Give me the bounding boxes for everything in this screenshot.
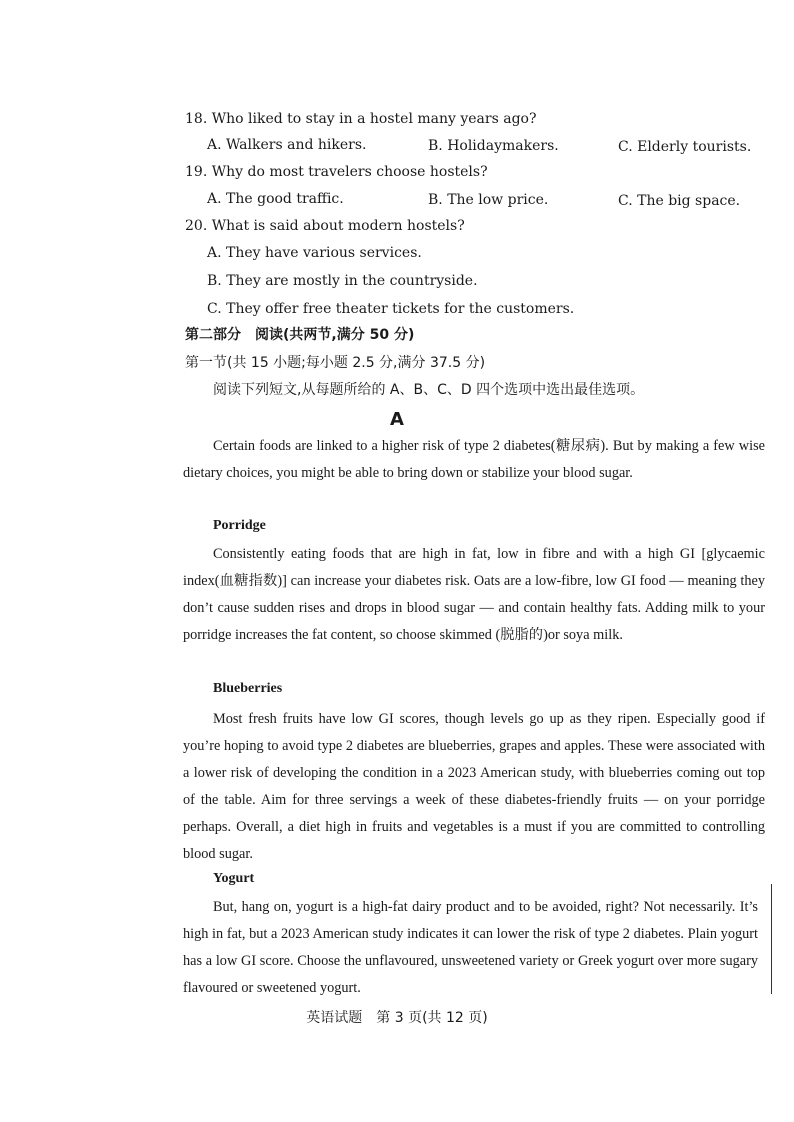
paragraph-porridge [183, 541, 765, 649]
margin-line [771, 884, 772, 994]
heading-porridge: Porridge [213, 518, 266, 533]
question-20-option-c: C. They offer free theater tickets for the customers. [207, 301, 575, 317]
question-20-option-a: A. They have various services. [207, 245, 422, 261]
passage-intro-text: Certain foods are linked to a higher risk of type 2 diabetes(糖尿病). But by making a few wise dietary choices, you might be able to bring down or stabilize your blood sugar. [183, 438, 765, 481]
reading-instruction: 阅读下列短文,从每题所给的 A、B、C、D 四个选项中选出最佳选项。 [213, 382, 645, 398]
paragraph-yogurt [183, 894, 758, 1002]
section-two-title: 第二部分 阅读(共两节,满分 50 分) [185, 327, 415, 343]
page-footer: 英语试题 第 3 页(共 12 页) [306, 1010, 488, 1026]
question-19-option-c: C. The big space. [618, 193, 741, 209]
question-18-option-c: C. Elderly tourists. [618, 139, 752, 155]
question-19-option-b: B. The low price. [428, 192, 549, 208]
question-20-stem: 20. What is said about modern hostels? [185, 218, 465, 234]
passage-letter: A [390, 409, 404, 430]
question-18-option-a: A. Walkers and hikers. [207, 137, 367, 153]
question-18-stem: 18. Who liked to stay in a hostel many years ago? [185, 111, 537, 127]
passage-intro [183, 433, 765, 487]
paragraph-yogurt-text: But, hang on, yogurt is a high-fat dairy product and to be avoided, right? Not necessarily. It’s high in fat, but a 2023 American study indicates it can lower the risk of type 2 diabetes. Plain yogurt has a low GI score. Choose the unflavoured, unsweetened variety or Greek yogurt over more sugary flavoured or sweetened yogurt. [183, 899, 758, 996]
question-20-option-b: B. They are mostly in the countryside. [207, 273, 478, 289]
heading-blueberries: Blueberries [213, 681, 283, 696]
section-part-one: 第一节(共 15 小题;每小题 2.5 分,满分 37.5 分) [185, 355, 486, 371]
question-19-stem: 19. Why do most travelers choose hostels? [185, 164, 488, 180]
question-18-option-b: B. Holidaymakers. [428, 138, 559, 154]
paragraph-blueberries-text: Most fresh fruits have low GI scores, though levels go up as they ripen. Especially good if you’re hoping to avoid type 2 diabetes are blueberries, grapes and apples. These were associated with a lower risk of developing the condition in a 2023 American study, with blueberries coming out top of the table. Aim for three servings a week of these diabetes-friendly fruits — on your porridge perhaps. Overall, a diet high in fruits and vegetables is a must if you are committed to controlling blood sugar. [183, 711, 765, 862]
paragraph-porridge-text: Consistently eating foods that are high in fat, low in fibre and with a high GI [glycaemic index(血糖指数)] can increase your diabetes risk. Oats are a low-fibre, low GI food — meaning they don’t cause sudden rises and drops in blood sugar — and contain healthy fats. Adding milk to your porridge increases the fat content, so choose skimmed (脱脂的)or soya milk. [183, 546, 765, 643]
heading-yogurt: Yogurt [213, 871, 255, 886]
paragraph-blueberries [183, 706, 765, 868]
question-19-option-a: A. The good traffic. [207, 191, 344, 207]
